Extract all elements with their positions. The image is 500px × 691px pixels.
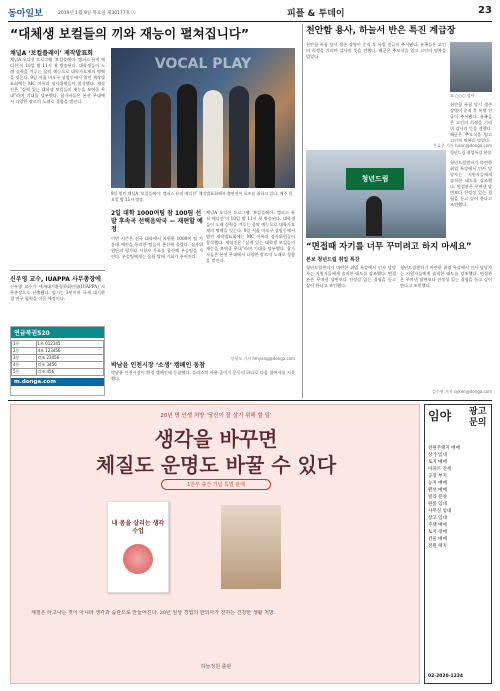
- box-subhead: 2일 대학 1000여팀 참 100팀 선발 후속곡 선택음악국 — 재편할 예정: [111, 210, 203, 233]
- page-number: 23: [478, 5, 492, 16]
- classified-item: 토지 경매: [428, 530, 447, 535]
- classified-item: 빌라 분양: [428, 495, 447, 500]
- classified-item: 펜션 매매: [428, 488, 447, 493]
- classified-heading-2: 광고문의: [469, 407, 487, 428]
- obit-headline: 박남윤 인천시장 ‘소생’ 캠페인 동참: [111, 362, 206, 369]
- book-ad: [10, 404, 420, 684]
- classified-item: 전원주택지 매매: [428, 446, 460, 451]
- right-top-byline: 손효주 기자 hjson@donga.com: [433, 143, 492, 148]
- seminar-photo: [306, 150, 446, 238]
- event-photo: VOCAL PLAY: [111, 48, 295, 188]
- portrait-photo: [450, 42, 492, 92]
- box-body: 이번 시즌은 전국 대학에서 지원한 1000여 팀 가운데 예선을 통과한 팀들이 본선에 올랐다. 심사위원단의 평가와 시청자 투표를 합산해 우승팀을 가린다. 우승팀에게는 음원 발매 기회가 주어진다.: [111, 236, 203, 259]
- main-kicker: 채널A ‘보컬플레이’ 제작발표회: [10, 50, 93, 57]
- classified-item: 원룸 임대: [428, 502, 447, 507]
- classifieds: [424, 404, 492, 684]
- seminar-side-text: 청년드림센터가 마련한 취업 특강에서 인사 담당자는 지원자들에게 솔직한 태도를 강조했다. 면접관은 꾸며낸 답변보다 진정성 있는 경험을 듣고 싶어 한다고 조언했다.: [450, 160, 492, 207]
- banner-text: 청년드림: [346, 168, 404, 190]
- right-top-body: 천안함 폭침 당시 생존 장병이 순직 후 특별 진급이 추서됐다. 유족들은 고인의 희생을 기리며 감사의 뜻을 전했다. 해군은 추모식을 열고 고인의 명복을 빌었다.: [306, 42, 446, 59]
- lottery-ad: [10, 326, 105, 396]
- site-url: m.donga.com: [11, 378, 104, 386]
- author-photo: [221, 505, 281, 589]
- book-cover: 내 몸을 살리는 생각 수업: [107, 501, 169, 593]
- right-mid-headline: “면접때 자기를 너무 꾸미려고 하지 마세요”: [306, 242, 472, 252]
- classified-item: 아파트 전세: [428, 467, 452, 472]
- main-byline: 양형모 기자 hmyang@donga.com: [230, 356, 295, 361]
- photo-caption: 9일 열린 채널A ‘보컬플레이: 캠퍼스 뮤직 에디션’ 제작발표회에서 출연진이 포즈를 취하고 있다. 매주 목요일 밤 11시 방송.: [111, 191, 293, 202]
- portrait-caption: 고 ○○○ 상사: [450, 93, 475, 98]
- seminar-caption: 청년드림 취업특강 현장: [450, 150, 492, 155]
- classified-item: 토지 매매: [428, 460, 447, 465]
- book-ad-kicker: 20년 명 인생 처방 ‘당신이 잘 살기 위해 할 일’: [160, 413, 272, 419]
- dateline: 2019년 1월 9일 목요일 제30177호 Ⓐ: [58, 11, 136, 16]
- lottery-table: 1등 1조 012345 2등 4조 123456 3등 각조 23456 4등 각조 3456 5등 각조 456: [11, 340, 104, 376]
- right-mid-body-2: 청년드림센터가 마련한 취업 특강에서 인사 담당자는 지원자들에게 솔직한 태도를 강조했다. 면접관은 꾸며낸 답변보다 진정성 있는 경험을 듣고 싶어 한다고 조언했다.: [400, 265, 492, 288]
- small-body: 신우영 교수가 세계대기환경학회연합(IUAPPA) 사무총장으로 선출됐다. 임기는 3년이며 국제 대기환경 연구 협력을 이끌 예정이다.: [10, 284, 105, 301]
- right-top-body-2: 천안함 폭침 당시 생존 장병이 순직 후 특별 진급이 추서됐다. 유족들은 고인의 희생을 기리며 감사의 뜻을 전했다. 해군은 추모식을 열고 고인의 명복을 빌었다.: [450, 102, 492, 142]
- masthead: 동아일보: [8, 9, 43, 19]
- main-headline: “대체생 보컬들의 끼와 재능이 펼쳐집니다”: [10, 26, 250, 41]
- book-ad-body: 체질은 타고나는 것이 아니라 생각과 습관으로 만들어진다. 20년 임상 경험의 한의사가 전하는 건강한 생활 처방.: [31, 610, 276, 616]
- classified-heading: 임야: [428, 409, 452, 423]
- book-ad-headline-1: 생각을 바꾸면: [154, 427, 278, 451]
- main-body: 채널A 오디션 프로그램 ‘보컬플레이: 캠퍼스 뮤직 에디션’이 10일 밤 11시 첫 방송된다. 대학생들이 노래 실력을 겨루는 음악 예능으로 대학가요제의 명맥을 잇는다. 9일 서울 마포구 상암동에서 열린 제작발표회에는 MC 이특과 심사위원들이 참석했다. 제작진은 “실력 있는 대학생 보컬들의 재능을 보여줄 무대”라며 기대를 당부했다. 참가자들은 본선 무대에서 다양한 장르의 노래로 경합을 벌인다.: [10, 57, 105, 104]
- book-ad-tag: 1만부 출간 기념 특별 판매: [161, 479, 271, 490]
- classified-item: 건물 매매: [428, 537, 447, 542]
- classified-item: 주택 매매: [428, 523, 447, 528]
- classified-item: 농지 매매: [428, 481, 447, 486]
- right-top-headline: 천안함 용사, 하늘서 반은 특진 계급장: [306, 26, 456, 36]
- obit-body: 박남윤 인천시장이 환경 캠페인에 동참했다. 플라스틱 사용 줄이기 운동의 하나로 다음 참여자를 지목했다.: [111, 370, 295, 381]
- book-publisher: 하늘정원 출판: [200, 664, 232, 670]
- lottery-title: 연금복권520: [11, 327, 104, 338]
- book-ad-headline-2: 체질도 운명도 바꿀 수 있다: [95, 453, 337, 477]
- classified-item: 전원 택지: [428, 544, 447, 549]
- right-mid-kicker: 본보 청년드림 취업 특강: [306, 257, 360, 263]
- classified-item: 상가 임대: [428, 453, 447, 458]
- right-mid-body: 청년드림센터가 마련한 취업 특강에서 인사 담당자는 지원자들에게 솔직한 태도를 강조했다. 면접관은 꾸며낸 답변보다 진정성 있는 경험을 듣고 싶어 한다고 조언했다.: [306, 265, 396, 288]
- right-mid-byline: 김수연 기자 sykim@donga.com: [432, 389, 492, 394]
- small-headline: 신우영 교수, IUAPPA 사무총장에: [10, 276, 101, 283]
- classified-phone: 02-2020-1234: [428, 674, 464, 679]
- classified-item: 사무실 임대: [428, 509, 452, 514]
- classified-item: 창고 임대: [428, 516, 447, 521]
- main-body-continued: 채널A 오디션 프로그램 ‘보컬플레이: 캠퍼스 뮤직 에디션’이 10일 밤 11시 첫 방송된다. 대학생들이 노래 실력을 겨루는 음악 예능으로 대학가요제의 명맥을 잇는다. 9일 서울 마포구 상암동에서 열린 제작발표회에는 MC 이특과 심사위원들이 참석했다. 제작진은 “실력 있는 대학생 보컬들의 재능을 보여줄 무대”라며 기대를 당부했다. 참가자들은 본선 무대에서 다양한 장르의 노래로 경합을 벌인다.: [206, 210, 295, 263]
- header-rule: [8, 21, 492, 22]
- section-title: 피플 & 투데이: [287, 9, 345, 19]
- classified-item: 공장 부지: [428, 474, 447, 479]
